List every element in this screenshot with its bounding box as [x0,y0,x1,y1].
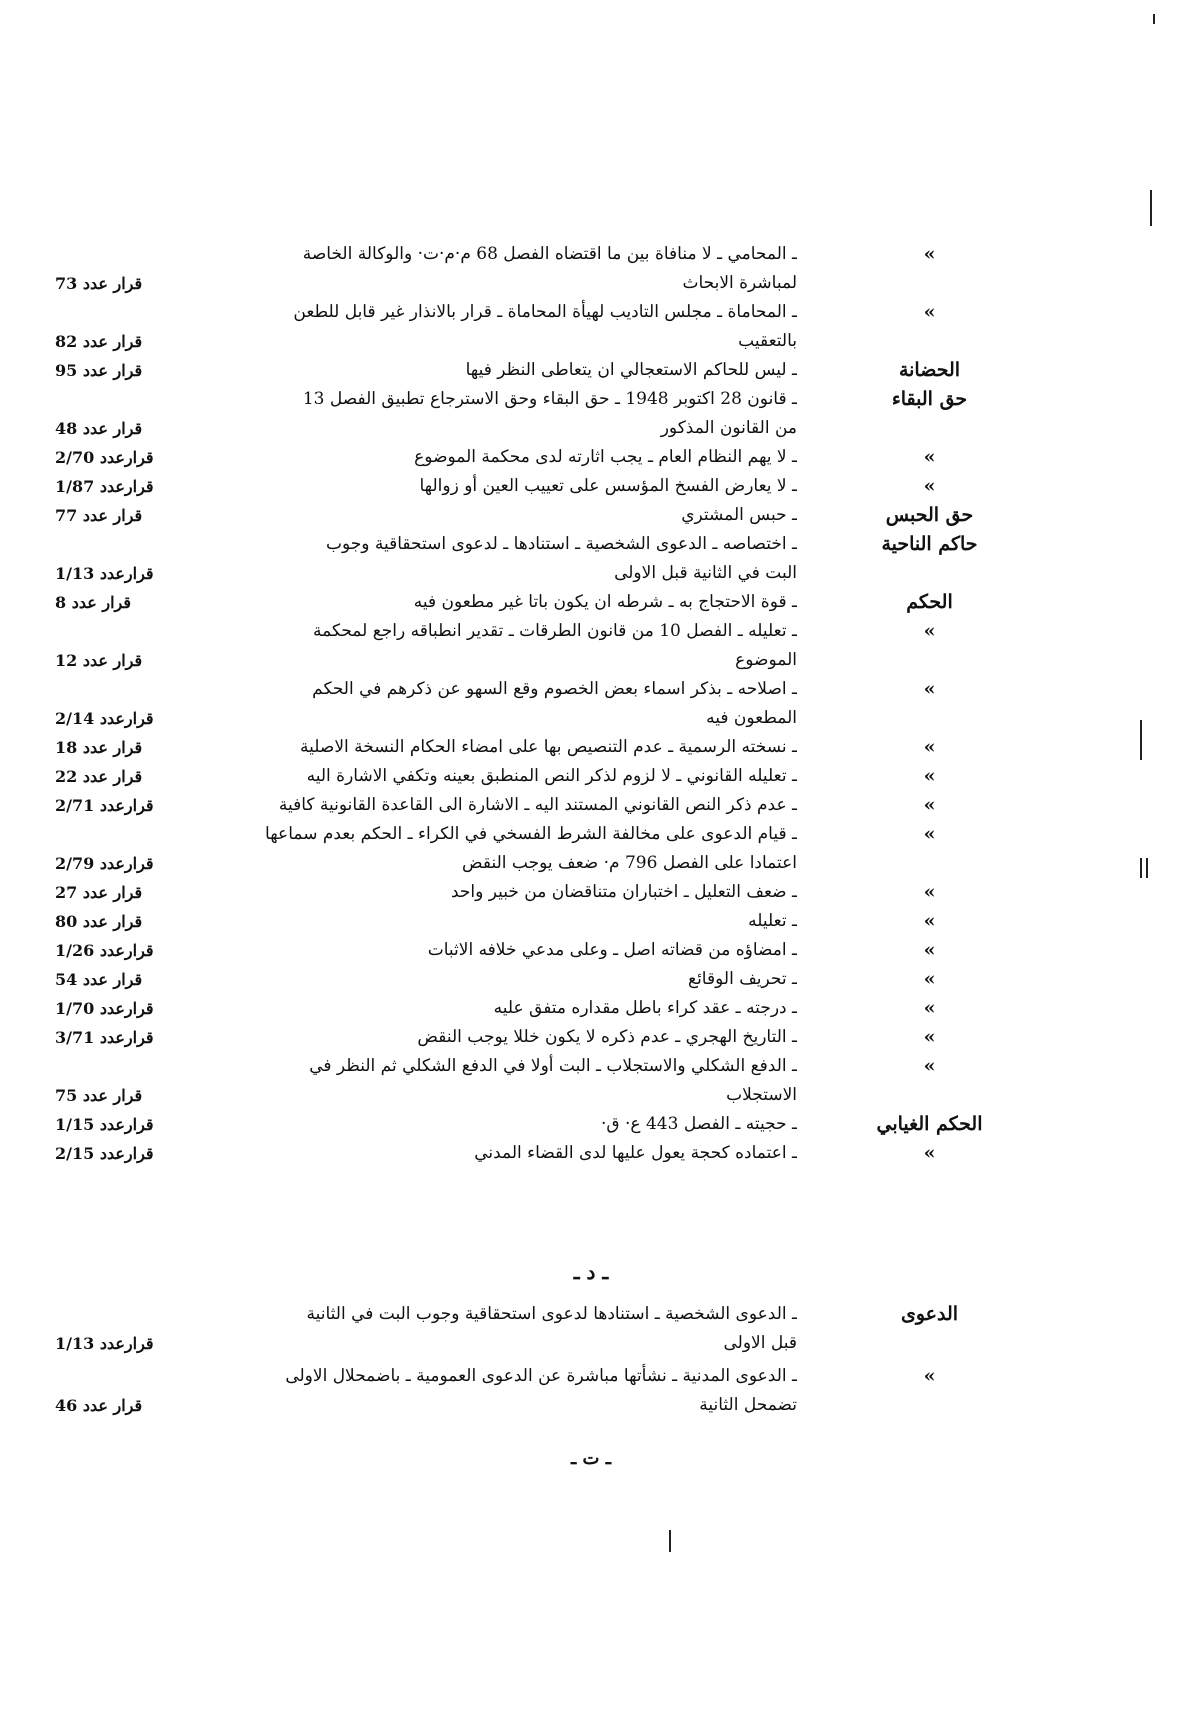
entry-text-continuation: من القانون المذكور [660,418,797,438]
entry-text: ـ لا يعارض الفسخ المؤسس على تعييب العين أو زوالها [419,476,797,496]
entry-text: ـ اصلاحه ـ بذكر اسماء بعض الخصوم وقع السهو عن ذكرهم في الحكم [312,679,797,699]
index-entry [0,965,1182,994]
entry-reference: قرار عدد 54 [55,970,143,989]
index-entry [0,1110,1182,1139]
entry-reference: قرارعدد 1/87 [55,477,154,496]
entry-heading: » [923,736,936,758]
entry-reference: قرار عدد 48 [55,419,143,438]
scan-mark [1140,858,1142,878]
index-entry [0,820,1182,873]
entry-heading: » [923,968,936,990]
entry-text: ـ لا يهم النظام العام ـ يجب اثارته لدى محكمة الموضوع [414,447,797,467]
entry-text: ـ اختصاصه ـ الدعوى الشخصية ـ استنادها ـ لدعوى استحقاقية وجوب [325,534,797,554]
entry-heading: الحضانة [898,359,961,381]
entry-text-continuation: تضمحل الثانية [699,1395,797,1415]
entry-text: ـ الدعوى الشخصية ـ استنادها لدعوى استحقاقية وجوب البت في الثانية [306,1304,797,1324]
index-entry [0,762,1182,791]
entry-reference: قرارعدد 1/15 [55,1115,154,1134]
entry-heading: » [923,823,936,845]
entry-text: ـ عدم ذكر النص القانوني المستند اليه ـ الاشارة الى القاعدة القانونية كافية [278,795,797,815]
index-entry [0,1052,1182,1105]
scan-mark [1150,190,1152,226]
entry-reference: قرار عدد 12 [55,651,143,670]
entry-heading: » [923,939,936,961]
entry-text: ـ حجيته ـ الفصل 443 ع· ق· [601,1114,797,1134]
entry-text: ـ ضعف التعليل ـ اختباران متناقضان من خبير واحد [450,882,797,902]
entry-reference: قرارعدد 1/13 [55,1334,154,1353]
entry-heading: » [923,794,936,816]
index-entry [0,617,1182,670]
entry-text: ـ نسخته الرسمية ـ عدم التنصيص بها على امضاء الحكام النسخة الاصلية [300,737,797,757]
index-entry [0,588,1182,617]
entry-text: ـ المحامي ـ لا منافاة بين ما اقتضاه الفصل 68 م·م·ت· والوكالة الخاصة [302,244,797,264]
entry-text: ـ حبس المشتري [681,505,797,525]
entry-reference: قرارعدد 1/13 [55,564,154,583]
index-entry [0,501,1182,530]
entry-text: ـ تعليله [748,911,797,931]
entry-heading: حاكم الناحية [881,533,978,555]
entry-reference: قرار عدد 82 [55,332,143,351]
entry-text: ـ اعتماده كحجة يعول عليها لدى القضاء المدني [474,1143,797,1163]
index-entry [0,1362,1182,1415]
entry-text: ـ الدفع الشكلي والاستجلاب ـ البت أولا في الدفع الشكلي ثم النظر في [309,1056,797,1076]
index-entry [0,878,1182,907]
entry-reference: قرار عدد 27 [55,883,143,902]
entry-heading: » [923,1055,936,1077]
index-entry [0,907,1182,936]
entry-text: ـ قيام الدعوى على مخالفة الشرط الفسخي في الكراء ـ الحكم بعدم سماعها [265,824,797,844]
entry-heading: حق الحبس [885,504,974,526]
entry-text: ـ تحريف الوقائع [688,969,797,989]
scan-mark [669,1530,671,1552]
entry-text-continuation: الاستجلاب [726,1085,797,1105]
entry-heading: الدعوى [900,1303,959,1325]
entry-heading: » [923,475,936,497]
entry-text: ـ ليس للحاكم الاستعجالي ان يتعاطى النظر فيها [465,360,797,380]
entry-heading: » [923,1026,936,1048]
entry-text-continuation: البت في الثانية قبل الاولى [614,563,797,583]
entry-text: ـ قوة الاحتجاج به ـ شرطه ان يكون باتا غير مطعون فيه [413,592,797,612]
entry-reference: قرار عدد 73 [55,274,143,293]
entry-reference: قرار عدد 8 [55,593,131,612]
entry-heading: » [923,620,936,642]
entry-reference: قرارعدد 2/71 [55,796,154,815]
entry-text: ـ درجته ـ عقد كراء باطل مقداره متفق عليه [493,998,797,1018]
entry-reference: قرارعدد 2/15 [55,1144,154,1163]
entry-heading: » [923,678,936,700]
entry-reference: قرارعدد 2/14 [55,709,154,728]
index-entry [0,733,1182,762]
entry-reference: قرار عدد 75 [55,1086,143,1105]
entry-heading: » [923,881,936,903]
entry-heading: » [923,446,936,468]
entry-text-continuation: اعتمادا على الفصل 796 م· ضعف يوجب النقض [462,853,797,873]
index-entry [0,356,1182,385]
entry-reference: قرارعدد 1/70 [55,999,154,1018]
entry-text-continuation: لمباشرة الابحاث [682,273,797,293]
index-entry [0,443,1182,472]
entry-reference: قرار عدد 80 [55,912,143,931]
entry-reference: قرار عدد 18 [55,738,143,757]
page-number: ـ ت ـ [570,1448,612,1469]
entry-text: ـ الدعوى المدنية ـ نشأتها مباشرة عن الدعوى العمومية ـ باضمحلال الاولى [285,1366,797,1386]
entry-reference: قرار عدد 46 [55,1396,143,1415]
entry-heading: » [923,765,936,787]
index-entry [0,791,1182,820]
entry-text: ـ المحاماة ـ مجلس التاديب لهيأة المحاماة ـ قرار بالانذار غير قابل للطعن [293,302,797,322]
index-entry [0,1139,1182,1168]
entry-heading: الحكم الغيابي [876,1113,983,1135]
entry-text: ـ تعليله ـ الفصل 10 من قانون الطرقات ـ تقدير انطباقه راجع لمحكمة [313,621,797,641]
entry-heading: الحكم [906,591,953,613]
entry-reference: قرارعدد 2/79 [55,854,154,873]
entry-reference: قرارعدد 1/26 [55,941,154,960]
entry-heading: » [923,301,936,323]
entry-reference: قرار عدد 77 [55,506,143,525]
entry-reference: قرار عدد 22 [55,767,143,786]
entry-text-continuation: الموضوع [735,650,797,670]
scan-mark [1140,720,1142,760]
index-entry [0,1023,1182,1052]
entry-heading: » [923,997,936,1019]
index-entry [0,530,1182,583]
entry-reference: قرارعدد 3/71 [55,1028,154,1047]
section-letter-divider: ـ د ـ [573,1260,609,1284]
index-entry [0,1300,1182,1353]
entry-heading: » [923,243,936,265]
entry-text: ـ تعليله القانوني ـ لا لزوم لذكر النص المنطبق بعينه وتكفي الاشارة اليه [306,766,797,786]
index-entry [0,675,1182,728]
index-entry [0,385,1182,438]
entry-text: ـ التاريخ الهجري ـ عدم ذكره لا يكون خللا يوجب النقض [417,1027,797,1047]
entry-text-continuation: المطعون فيه [706,708,797,728]
entry-heading: حق البقاء [891,388,968,410]
index-entry [0,994,1182,1023]
index-entry [0,472,1182,501]
index-entry [0,936,1182,965]
scan-mark [1153,14,1155,24]
entry-text: ـ قانون 28 اكتوبر 1948 ـ حق البقاء وحق الاسترجاع تطبيق الفصل 13 [302,389,797,409]
entry-heading: » [923,910,936,932]
entry-reference: قرارعدد 2/70 [55,448,154,467]
entry-text-continuation: بالتعقيب [738,331,797,351]
entry-heading: » [923,1142,936,1164]
index-entry [0,240,1182,293]
entry-text-continuation: قبل الاولى [723,1333,797,1353]
entry-text: ـ امضاؤه من قضاته اصل ـ وعلى مدعي خلافه الاثبات [427,940,797,960]
entry-reference: قرار عدد 95 [55,361,143,380]
index-entry [0,298,1182,351]
scan-mark [1146,858,1148,878]
entry-heading: » [923,1365,936,1387]
